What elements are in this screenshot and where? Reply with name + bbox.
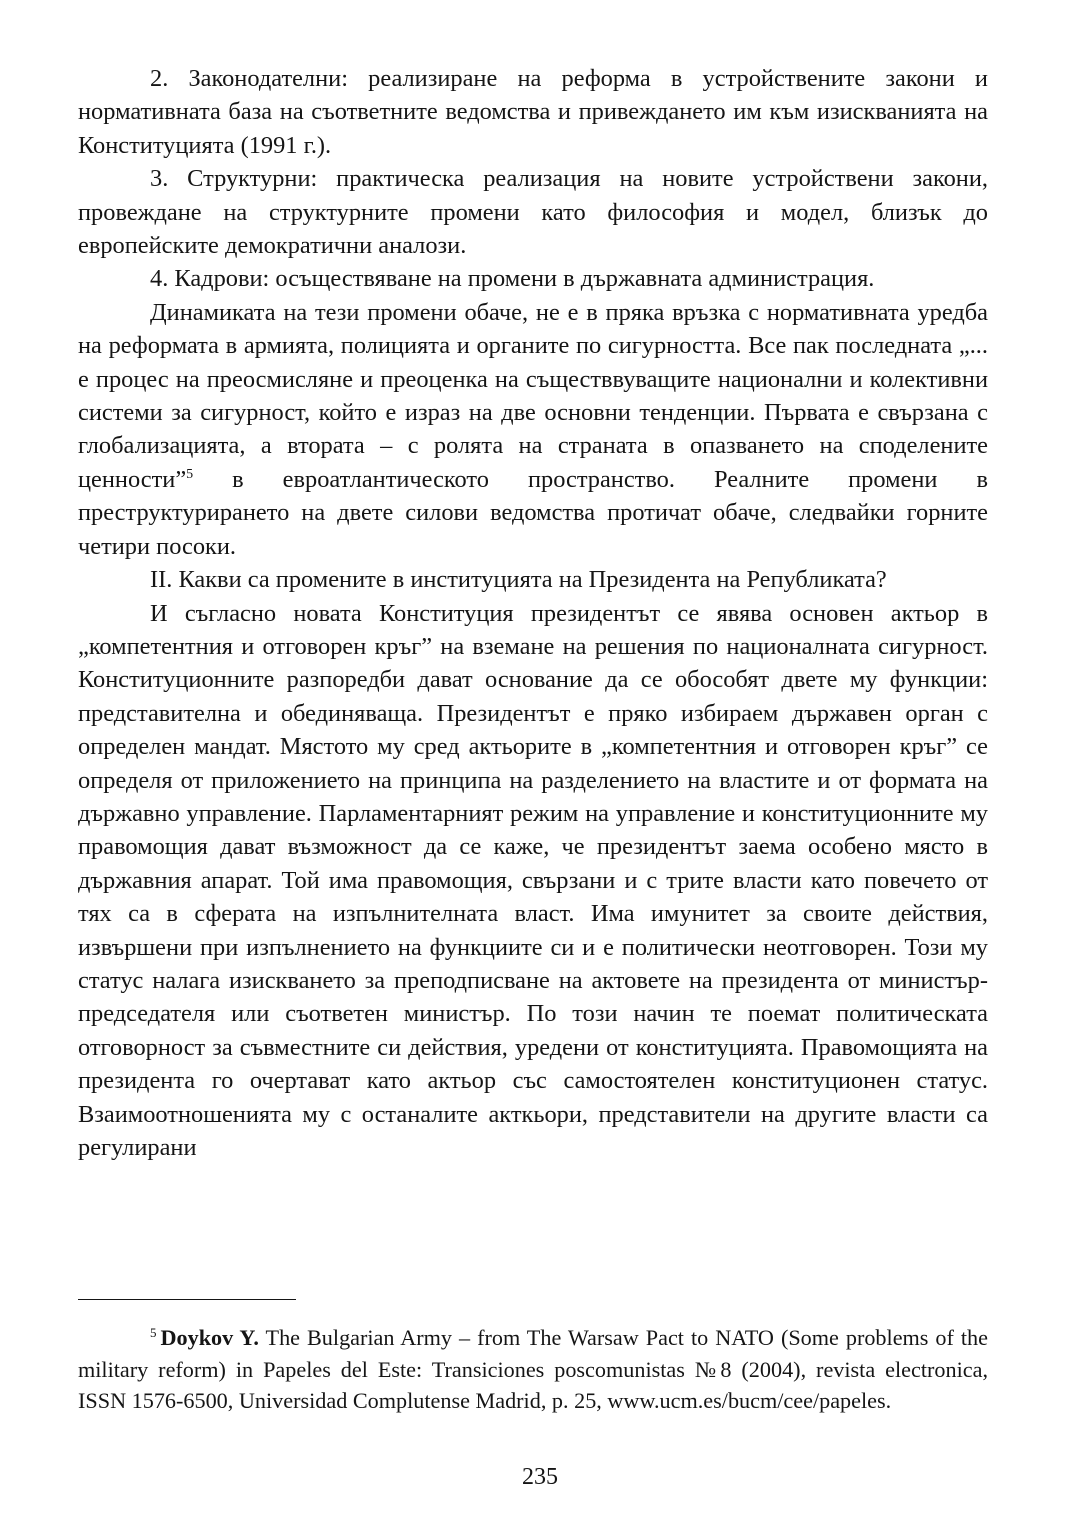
paragraph-personnel: 4. Кадрови: осъществяване на промени в държавната администрация.	[150, 265, 875, 293]
paragraph-structural: 3. Структурни: практическа реализация на новите устройствени закони, провеждане на структурните промени като философия и модел, близък до европейските демократични аналози.	[78, 165, 988, 260]
footnote	[78, 1322, 988, 1417]
footnote-reference[interactable]: 5	[186, 466, 194, 482]
footnote-divider	[78, 1299, 296, 1300]
paragraph-legislative: 2. Законодателни: реализиране на реформа в устройствените закони и нормативната база на съответните ведомства и привеждането им към изискванията на Конституцията (1991 г.).	[78, 65, 988, 159]
paragraph-dynamics	[78, 296, 988, 563]
main-text	[78, 62, 988, 1164]
page-number: 235	[522, 1464, 558, 1490]
paragraph-president: И съгласно новата Конституция президентът се явява основен актьор в „компетентния и отговорен кръг” на вземане на решения по националната сигурност. Конституционните разпоредби дават основание да се обособят двете му функции: представителна и обединяваща. Президентът е пряко избираем държавен орган с определен мандат. Мястото му сред актьорите в „компетентния и отговорен кръг” се определя от приложението на принципа на разделението на властите и от формата на държавно управление. Парламентарният режим на управление и конституционните му правомощия дават възможност да се каже, че президентът заема особено място в държавния апарат. Той има правомощия, свързани и с трите власти като повечето от тях са в сферата на изпълнителната власт. Има имунитет за своите действия, извършени при изпълнението на функциите си и е политически неотговорен. Този му статус налага изискването за преподписване на актовете на президента от министър-председателя или съответен министър. По този начин те поемат политическата отговорност за съвместните си действия, уредени от конституцията. Правомощията на президента го очертават като актьор със самостоятелен конституционен статус. Взаимоотношенията му с останалите акткьори, представители на другите власти са регулирани	[78, 599, 988, 1161]
paragraph-dynamics-text-a: Динамиката на тези промени обаче, не е в пряка връзка с нормативната уредба на реформата в армията, полицията и органите по сигурността. Все пак последната „... е процес на преосмисляне и преоценка на съществвуващите национални и колективни системи за сигурност, който е израз на две основни тенденции. Първата е свързана с глобализацията, а втората – с ролята на страната в опазването на споделените ценности”	[78, 298, 988, 493]
footnote-author: Doykov Y.	[160, 1325, 259, 1350]
section-heading-president: II. Какви са промените в институцията на Президента на Републиката?	[150, 566, 887, 594]
footnote-text: The Bulgarian Army – from The Warsaw Pact to NATO (Some problems of the military reform) in Papeles del Este: Transiciones poscomunistas №8 (2004), revista electronica, ISSN 1576-6500, Universidad Complutense Madrid, p. 25, www.ucm.es/bucm/cee/papeles.	[78, 1325, 988, 1413]
footnote-mark: 5	[150, 1324, 157, 1340]
paragraph-dynamics-text-b: в евроатлантическото пространство. Реалните промени в преструктурирането на двете силови ведомства протичат обаче, следвайки горните четири посоки.	[78, 465, 988, 560]
